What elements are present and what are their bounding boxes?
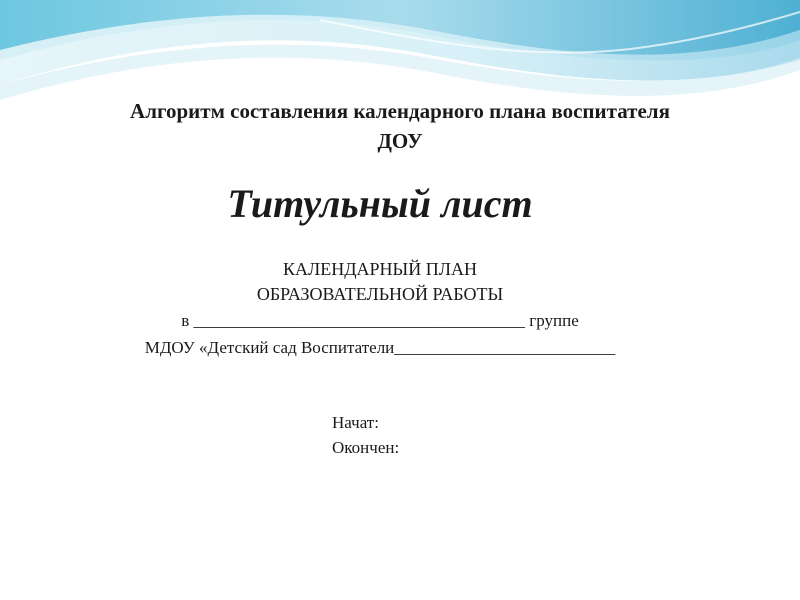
group-fill-line: в _______________________________________ группе: [181, 311, 579, 330]
heading-line-1: Алгоритм составления календарного плана воспитателя: [130, 99, 670, 123]
slide-subtitle: Титульный лист: [227, 181, 533, 226]
heading-line-2: ДОУ: [377, 129, 423, 153]
plan-title-line-1: КАЛЕНДАРНЫЙ ПЛАН: [283, 259, 477, 279]
plan-title-line-2: ОБРАЗОВАТЕЛЬНОЙ РАБОТЫ: [256, 284, 504, 304]
slide-heading: [0, 96, 800, 156]
finished-label: Окончен:: [332, 438, 400, 457]
mdou-fill-line: МДОУ «Детский сад Воспитатели__________________________: [144, 338, 616, 357]
started-label: Начат:: [332, 413, 379, 432]
